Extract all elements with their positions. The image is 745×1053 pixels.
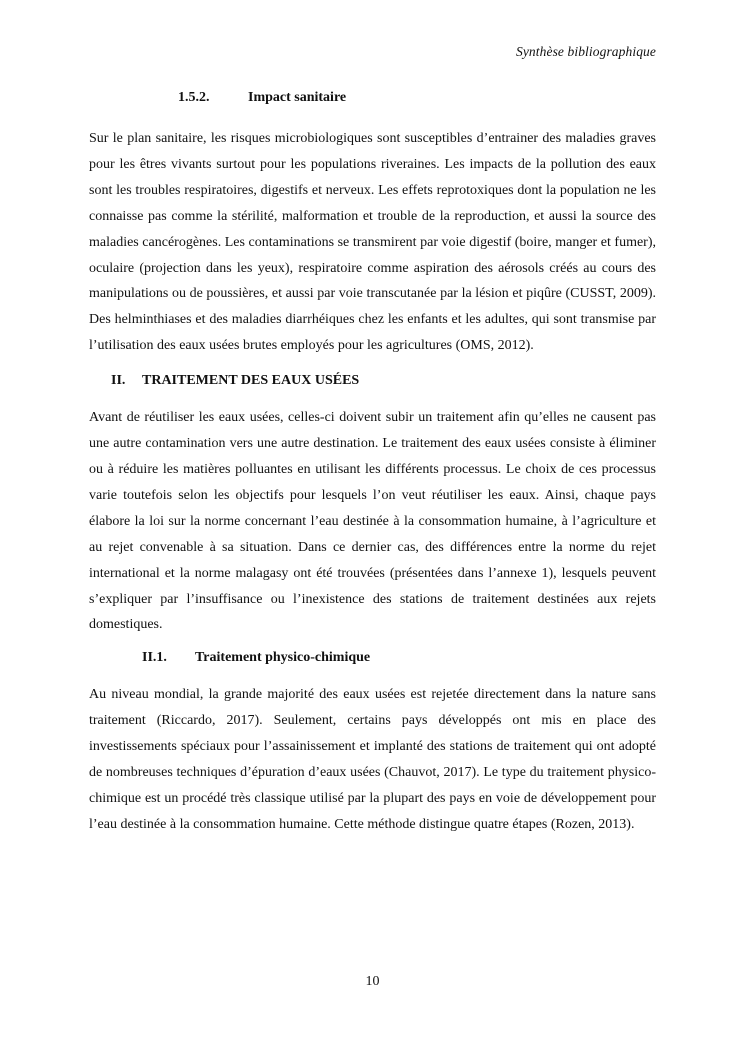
page-content [89,88,656,838]
paragraph-traitement-physico-chimique: Au niveau mondial, la grande majorité des eaux usées est rejetée directement dans la nature sans traitement (Riccardo, 2017). Seulement, certains pays développés ont mis en place des investissements spéciaux pour l’assainissement et implanté des stations de traitement qui ont adopté de nombreuses techniques d’épuration d’eaux usées (Chauvot, 2017). Le type du traitement physico-chimique est un procédé très classique utilisé par la plupart des pays en voie de développement pour l’eau destinée à la consommation humaine. Cette méthode distingue quatre étapes (Rozen, 2013). [89,687,656,832]
section-title: Traitement physico-chimique [195,650,371,666]
section-number: II. [111,373,126,389]
paragraph-impact-sanitaire: Sur le plan sanitaire, les risques microbiologiques sont susceptibles d’entrainer des maladies graves pour les êtres vivants surtout pour les populations riveraines. Les impacts de la pollution des eaux sont les troubles respiratoires, digestifs et nerveux. Les effets reprotoxiques dont la population ne les connaisse pas comme la stérilité, malformation et trouble de la reproduction, et aussi la source des maladies cancérogènes. Les contaminations se transmirent par voie digestif (boire, manger et fumer), oculaire (projection dans les yeux), respiratoire comme aspiration des aérosols créés au cours des manipulations ou de poussières, et aussi par voie transcutanée par la lésion et piqûre (CUSST, 2009). Des helminthiases et des maladies diarrhéiques chez les enfants et les adultes, qui sont transmise par l’utilisation des eaux usées brutes employés pour les agricultures (OMS, 2012). [89,131,656,354]
paragraph-traitement-eaux-usees: Avant de réutiliser les eaux usées, celles-ci doivent subir un traitement afin qu’elles ne causent pas une autre contamination vers une autre destination. Le traitement des eaux usées consiste à éliminer ou à réduire les matières polluantes en utilisant les différents processus. Le choix de ces processus varie toutefois selon les objectifs pour lesquels l’on veut réutiliser les eaux. Ainsi, chaque pays élabore la loi sur la norme concernant l’eau destinée à la consommation humaine, à l’agriculture et au rejet convenable à sa situation. Dans ce dernier cas, des différences entre la norme du rejet international et la norme malagasy ont été trouvées (présentées dans l’annexe 1), lesquels peuvent s’expliquer par l’insuffisance ou l’inexistence des stations de traitement destinées aux rejets domestiques. [89,410,656,633]
section-heading-II [89,371,656,391]
running-header: Synthèse bibliographique [515,44,656,59]
section-number: 1.5.2. [178,90,210,105]
section-heading-II-1 [89,648,656,668]
section-number: II.1. [142,650,167,666]
page-number: 10 [365,974,380,989]
section-title: Impact sanitaire [248,90,347,105]
section-title: TRAITEMENT DES EAUX USÉES [142,373,360,389]
section-heading-1-5-2 [89,88,656,108]
